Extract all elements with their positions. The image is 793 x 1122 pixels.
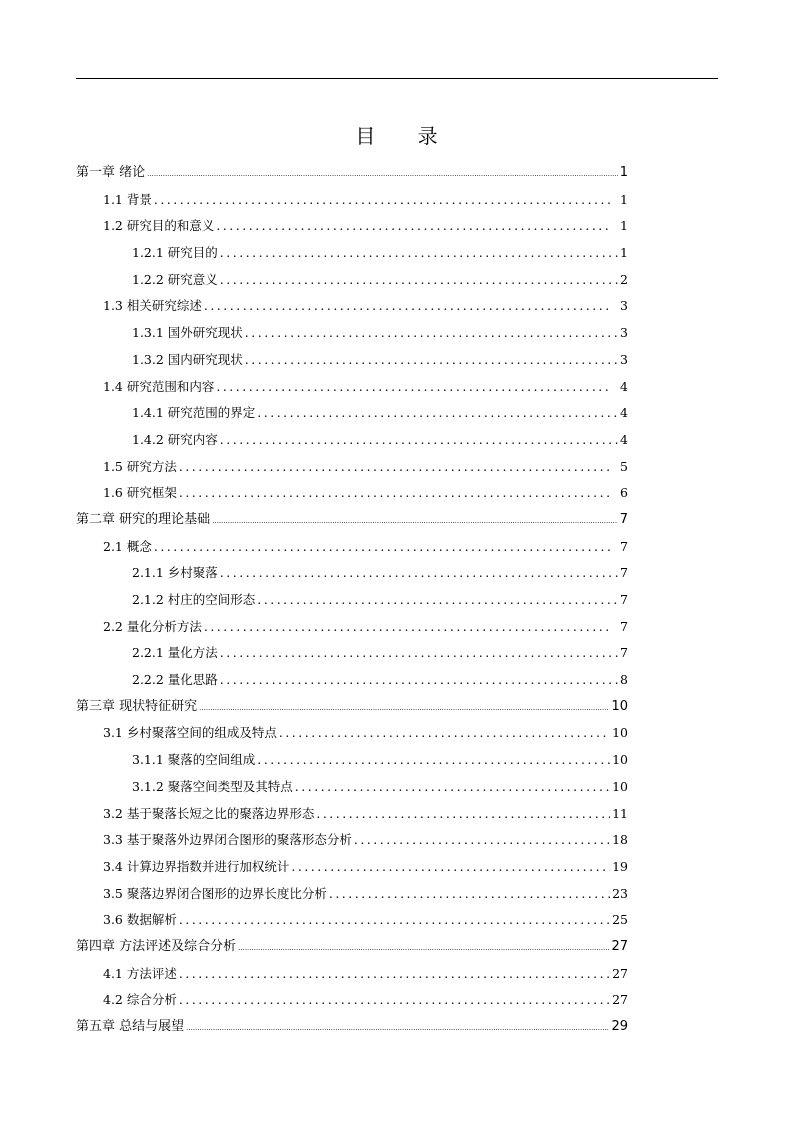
toc-page-number: 7 xyxy=(620,565,628,581)
toc-page-number: 10 xyxy=(612,725,628,741)
toc-dot-leader xyxy=(220,560,618,587)
toc-chapter-entry[interactable] xyxy=(76,160,628,187)
toc-entry-label: 3.4 计算边界指数并进行加权统计 xyxy=(103,858,290,874)
toc-dot-leader xyxy=(316,801,610,828)
toc-subsection-entry[interactable] xyxy=(76,560,628,587)
toc-page-number: 1 xyxy=(619,165,628,180)
toc-entry-label: 2.2.1 量化方法 xyxy=(132,645,218,661)
toc-page-number: 2 xyxy=(620,271,628,287)
toc-section-entry[interactable] xyxy=(76,987,628,1014)
toc-page-number: 1 xyxy=(620,245,628,261)
toc-page-number: 1 xyxy=(620,218,628,234)
toc-subsection-entry[interactable] xyxy=(76,427,628,454)
toc-dot-leader xyxy=(220,427,618,454)
toc-entry-label: 1.2.1 研究目的 xyxy=(132,245,218,261)
toc-dot-leader xyxy=(238,935,609,962)
toc-entry-label: 第二章 研究的理论基础 xyxy=(76,511,211,527)
toc-dot-leader xyxy=(204,293,612,320)
toc-dot-leader xyxy=(216,213,612,240)
toc-subsection-entry[interactable] xyxy=(76,320,628,347)
toc-entry-label: 第三章 现状特征研究 xyxy=(76,698,198,714)
toc-dot-leader xyxy=(204,614,612,641)
toc-entry-label: 2.1.1 乡村聚落 xyxy=(132,565,218,581)
toc-section-entry[interactable] xyxy=(76,827,628,854)
toc-entry-label: 4.1 方法评述 xyxy=(103,965,177,981)
toc-dot-leader xyxy=(179,961,610,988)
toc-page-number: 23 xyxy=(612,885,628,901)
toc-dot-leader xyxy=(220,667,618,694)
toc-dot-leader xyxy=(295,774,610,801)
toc-entry-label: 3.5 聚落边界闭合图形的边界长度比分析 xyxy=(103,885,327,901)
toc-dot-leader xyxy=(354,827,610,854)
toc-list xyxy=(76,160,628,1041)
toc-entry-label: 2.1 概念 xyxy=(103,538,152,554)
toc-subsection-entry[interactable] xyxy=(76,667,628,694)
toc-page-number: 27 xyxy=(612,965,628,981)
toc-title: 目 录 xyxy=(355,124,456,148)
toc-dot-leader xyxy=(329,881,610,908)
toc-subsection-entry[interactable] xyxy=(76,587,628,614)
toc-dot-leader xyxy=(257,400,618,427)
toc-dot-leader xyxy=(179,480,612,507)
toc-dot-leader xyxy=(179,454,612,481)
toc-section-entry[interactable] xyxy=(76,374,628,401)
toc-chapter-entry[interactable] xyxy=(76,934,628,961)
toc-entry-label: 3.2 基于聚落长短之比的聚落边界形态 xyxy=(103,805,315,821)
toc-dot-leader xyxy=(257,587,618,614)
toc-entry-label: 1.4.1 研究范围的界定 xyxy=(132,405,256,421)
toc-entry-label: 2.2 量化分析方法 xyxy=(103,618,202,634)
toc-page-number: 11 xyxy=(612,805,628,821)
toc-page-number: 8 xyxy=(620,672,628,688)
toc-entry-label: 2.2.2 量化思路 xyxy=(132,672,218,688)
toc-entry-label: 1.4.2 研究内容 xyxy=(132,431,218,447)
toc-page-number: 25 xyxy=(612,912,628,928)
toc-page-number: 10 xyxy=(612,752,628,768)
toc-page-number: 10 xyxy=(612,778,628,794)
toc-page-number: 19 xyxy=(612,858,628,874)
toc-dot-leader xyxy=(291,854,610,881)
toc-entry-label: 2.1.2 村庄的空间形态 xyxy=(132,592,256,607)
toc-section-entry[interactable] xyxy=(76,213,628,240)
toc-entry-label: 3.6 数据解析 xyxy=(103,912,177,928)
toc-entry-label: 3.3 基于聚落外边界闭合图形的聚落形态分析 xyxy=(103,832,352,848)
toc-page-number: 29 xyxy=(611,1019,628,1034)
toc-entry-label: 1.1 背景 xyxy=(103,191,152,207)
toc-subsection-entry[interactable] xyxy=(76,240,628,267)
toc-section-entry[interactable] xyxy=(76,293,628,320)
toc-page-number: 3 xyxy=(620,351,628,367)
toc-page-number: 4 xyxy=(620,431,628,447)
toc-entry-label: 1.3 相关研究综述 xyxy=(103,298,202,314)
toc-dot-leader xyxy=(216,374,612,401)
toc-section-entry[interactable] xyxy=(76,881,628,908)
toc-page-number: 3 xyxy=(620,325,628,341)
toc-page-number: 4 xyxy=(620,378,628,394)
toc-dot-leader xyxy=(220,267,618,294)
toc-chapter-entry[interactable] xyxy=(76,694,628,721)
toc-entry-label: 1.4 研究范围和内容 xyxy=(103,378,215,394)
toc-dot-leader xyxy=(245,347,618,374)
toc-page-number: 5 xyxy=(620,458,628,474)
toc-entry-label: 第五章 总结与展望 xyxy=(76,1019,185,1034)
toc-section-entry[interactable] xyxy=(76,614,628,641)
toc-dot-leader xyxy=(199,695,609,722)
toc-subsection-entry[interactable] xyxy=(76,747,628,774)
toc-entry-label: 3.1 乡村聚落空间的组成及特点 xyxy=(103,725,277,741)
toc-section-entry[interactable] xyxy=(76,961,628,988)
toc-entry-label: 1.3.1 国外研究现状 xyxy=(132,325,243,341)
toc-dot-leader xyxy=(245,320,618,347)
toc-section-entry[interactable] xyxy=(76,480,628,507)
toc-entry-label: 4.2 综合分析 xyxy=(103,992,177,1008)
toc-page-number: 7 xyxy=(620,592,628,607)
toc-entry-label: 1.2.2 研究意义 xyxy=(132,271,218,287)
toc-subsection-entry[interactable] xyxy=(76,267,628,294)
toc-entry-label: 1.6 研究框架 xyxy=(103,485,177,501)
toc-page-number: 3 xyxy=(620,298,628,314)
toc-dot-leader xyxy=(220,240,618,267)
toc-dot-leader xyxy=(212,508,618,535)
toc-dot-leader xyxy=(186,1015,609,1042)
toc-page-number: 7 xyxy=(620,618,628,634)
toc-entry-label: 第四章 方法评述及综合分析 xyxy=(76,938,237,954)
toc-section-entry[interactable] xyxy=(76,854,628,881)
toc-page-number: 4 xyxy=(620,405,628,421)
toc-entry-label: 1.5 研究方法 xyxy=(103,458,177,474)
toc-dot-leader xyxy=(220,640,618,667)
toc-entry-label: 1.3.2 国内研究现状 xyxy=(132,351,243,367)
toc-page-number: 18 xyxy=(612,832,628,848)
toc-page-number: 10 xyxy=(611,698,628,714)
toc-dot-leader xyxy=(179,907,610,934)
toc-section-entry[interactable] xyxy=(76,454,628,481)
toc-page-number: 1 xyxy=(620,191,628,207)
toc-subsection-entry[interactable] xyxy=(76,400,628,427)
toc-subsection-entry[interactable] xyxy=(76,347,628,374)
toc-dot-leader xyxy=(257,747,610,774)
toc-entry-label: 3.1.1 聚落的空间组成 xyxy=(132,752,256,768)
toc-page-number: 7 xyxy=(619,511,628,527)
toc-dot-leader xyxy=(147,161,618,188)
toc-subsection-entry[interactable] xyxy=(76,640,628,667)
toc-dot-leader xyxy=(279,720,610,747)
toc-entry-label: 第一章 绪论 xyxy=(76,165,146,180)
toc-page-number: 27 xyxy=(611,938,628,954)
toc-section-entry[interactable] xyxy=(76,187,628,214)
toc-section-entry[interactable] xyxy=(76,907,628,934)
toc-section-entry[interactable] xyxy=(76,801,628,828)
toc-section-entry[interactable] xyxy=(76,720,628,747)
header-rule xyxy=(76,78,718,79)
toc-page-number: 6 xyxy=(620,485,628,501)
toc-page-number: 27 xyxy=(612,992,628,1008)
toc-chapter-entry[interactable] xyxy=(76,1014,628,1041)
toc-dot-leader xyxy=(154,187,612,214)
toc-page-number: 7 xyxy=(620,645,628,661)
toc-section-entry[interactable] xyxy=(76,534,628,561)
toc-subsection-entry[interactable] xyxy=(76,774,628,801)
toc-chapter-entry[interactable] xyxy=(76,507,628,534)
toc-dot-leader xyxy=(154,534,612,561)
toc-entry-label: 1.2 研究目的和意义 xyxy=(103,218,215,234)
toc-page-number: 7 xyxy=(620,538,628,554)
toc-dot-leader xyxy=(179,987,610,1014)
toc-entry-label: 3.1.2 聚落空间类型及其特点 xyxy=(132,778,293,794)
